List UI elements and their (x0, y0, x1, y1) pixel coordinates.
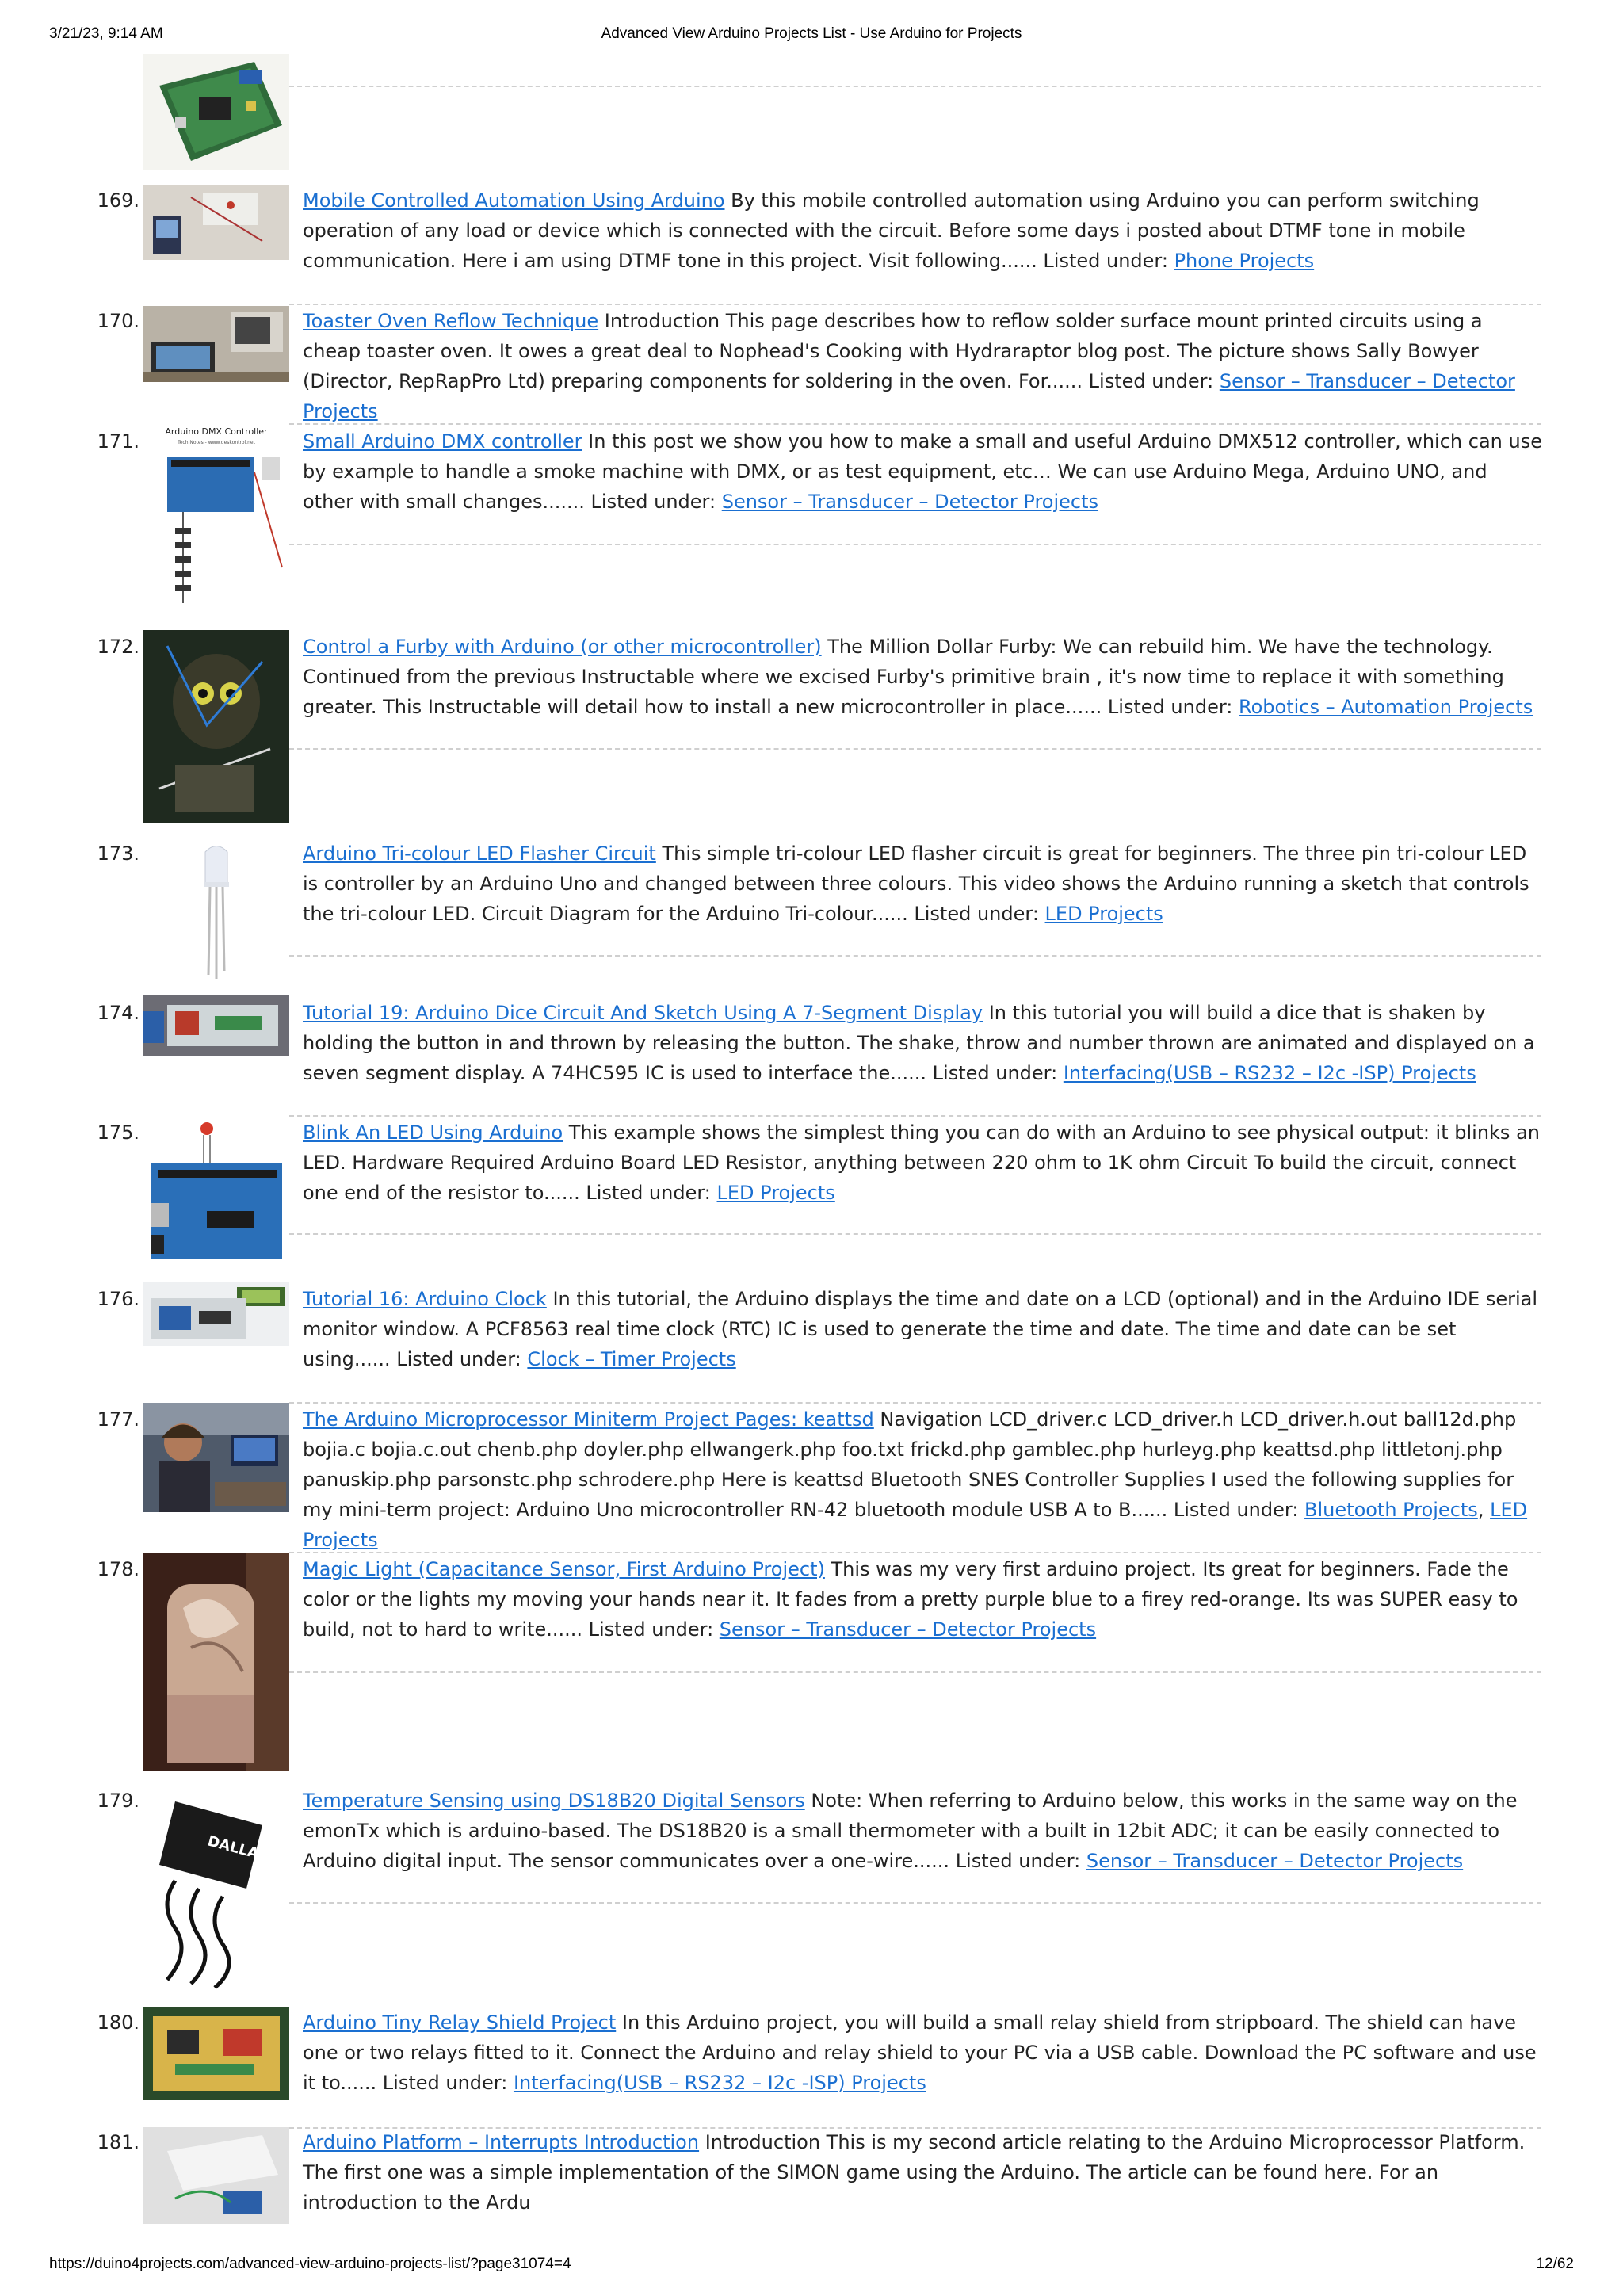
entry-text (303, 998, 1543, 1088)
project-description: This simple tri-colour LED flasher circuit is great for beginners. The three pin tri-colour LED is controller by an Arduino Uno and changed between three colours. This video shows the Arduino running a sketch that controls the tri-colour LED. Circuit Diagram for the Arduino Tri-colour...... Listed under: (303, 842, 1529, 925)
project-description: In this Arduino project, you will build a small relay shield from stripboard. The shield can have one or two relays fitted to it. Connect the Arduino and relay shield to your PC via a USB cable. Download the PC software and use it to...... Listed under: (303, 2011, 1537, 2094)
project-title-link[interactable]: Arduino Platform – Interrupts Introduction (303, 2131, 700, 2153)
project-description: Introduction This is my second article relating to the Arduino Microprocessor Platform. The first one was a simple implementation of the SIMON game using the Arduino. The article can be found here. For an introduction to the Ardu (303, 2131, 1526, 2214)
print-header (0, 25, 1623, 49)
entry-text (303, 306, 1543, 426)
project-description: In this tutorial, the Arduino displays the time and date on a LCD (optional) and in the Arduino IDE serial monitor window. A PCF8563 real time clock (RTC) IC is used to generate the time and date. The time and date can be set using...... Listed under: (303, 1288, 1537, 1370)
project-title-link[interactable]: Small Arduino DMX controller (303, 430, 582, 453)
category-link[interactable]: Interfacing(USB – RS232 – I2c -ISP) Projects (513, 2072, 926, 2094)
project-title-link[interactable]: The Arduino Microprocessor Miniterm Project Pages: keattsd (303, 1408, 874, 1431)
entry-number: 170. (97, 310, 139, 332)
project-title-link[interactable]: Arduino Tiny Relay Shield Project (303, 2011, 617, 2034)
entry-text (303, 1117, 1543, 1208)
separator (289, 423, 1541, 425)
thumbnail-interrupts-board (143, 2127, 289, 2224)
entry-text (303, 1554, 1543, 1645)
category-link[interactable]: Phone Projects (1174, 250, 1315, 272)
thumbnail-toaster-oven (143, 306, 289, 382)
project-title-link[interactable]: Blink An LED Using Arduino (303, 1121, 563, 1144)
print-footer (0, 2256, 1623, 2279)
thumbnail-clock-circuit (143, 1282, 289, 1346)
category-link[interactable]: Clock – Timer Projects (527, 1348, 736, 1370)
thumbnail-breadboard (143, 185, 289, 260)
entry-text (303, 2008, 1543, 2098)
thumbnail-blink-led (143, 1116, 289, 1265)
separator (289, 1671, 1541, 1673)
category-link[interactable]: Sensor – Transducer – Detector Projects (1086, 1850, 1464, 1872)
project-description: Navigation LCD_driver.c LCD_driver.h LCD_driver.h.out ball12d.php bojia.c bojia.c.out chenb.php doyler.php ellwangerk.php foo.txt frickd.php gamblec.php hurleyg.php keattsd.php littletonj.php panuskip.php parsonstc.php schrodere.php Here is keattsd Bluetooth SNES Controller Supplies I used the following supplies for my mini-term project: Arduino Uno microcontroller RN-42 bluetooth module USB A to B...... Listed under: (303, 1408, 1517, 1521)
project-description: Introduction This page describes how to reflow solder surface mount printed circuits using a cheap toaster oven. It owes a great deal to Nophead's Cooking with Hydraraptor blog post. The picture shows Sally Bowyer (Director, RepRapPro Ltd) preparing components for soldering in the oven. For...... Listed under: (303, 310, 1483, 392)
category-link[interactable]: Bluetooth Projects (1304, 1499, 1478, 1521)
print-url: https://duino4projects.com/advanced-view-arduino-projects-list/?page31074=4 (49, 2256, 571, 2272)
entry-number: 177. (97, 1408, 139, 1431)
project-title-link[interactable]: Toaster Oven Reflow Technique (303, 310, 599, 332)
entry-number: 181. (97, 2131, 139, 2153)
project-description: This was my very first arduino project. Its great for beginners. Fade the color or the lights my moving your hands near it. It fades from a pretty purple blue to a firey red-orange. Its was SUPER easy to build, not to hard to write...... Listed under: (303, 1558, 1518, 1641)
entry-number: 175. (97, 1121, 139, 1144)
page-number: 12/62 (1536, 2256, 1574, 2272)
project-title-link[interactable]: Tutorial 19: Arduino Dice Circuit And Sketch Using A 7-Segment Display (303, 1002, 983, 1024)
category-link[interactable]: Sensor – Transducer – Detector Projects (303, 370, 1515, 422)
entry-number: 176. (97, 1288, 139, 1310)
thumbnail-student-lab (143, 1403, 289, 1512)
separator (289, 304, 1541, 305)
separator (289, 1902, 1541, 1904)
dmx-title-text: Arduino DMX Controller (165, 426, 268, 437)
thumbnail-tricolour-led (143, 836, 289, 983)
entry-number: 169. (97, 189, 139, 212)
project-title-link[interactable]: Temperature Sensing using DS18B20 Digital Sensors (303, 1790, 805, 1812)
entry-text (303, 185, 1543, 276)
entry-text (303, 1284, 1543, 1374)
entry-text (303, 632, 1543, 722)
print-page-title: Advanced View Arduino Projects List - Use Arduino for Projects (601, 25, 1022, 42)
category-link[interactable]: Sensor – Transducer – Detector Projects (719, 1618, 1097, 1641)
separator (289, 1233, 1541, 1235)
project-title-link[interactable]: Arduino Tri-colour LED Flasher Circuit (303, 842, 656, 865)
category-link[interactable]: LED Projects (1044, 903, 1163, 925)
category-link[interactable]: LED Projects (716, 1182, 835, 1204)
category-link[interactable]: Interfacing(USB – RS232 – I2c -ISP) Projects (1063, 1062, 1476, 1084)
separator (289, 1402, 1541, 1404)
category-link[interactable]: Robotics – Automation Projects (1239, 696, 1533, 718)
project-description: This example shows the simplest thing you can do with an Arduino to see physical output: it blinks an LED. Hardware Required Arduino Board LED Resistor, anything between 220 ohm to 1K ohm Circuit To build the circuit, connect one end of the resistor to...... Listed under: (303, 1121, 1540, 1204)
separator (289, 748, 1541, 750)
category-link[interactable]: LED Projects (303, 1499, 1528, 1551)
thumbnail-circuit-board (143, 54, 289, 170)
entry-number: 174. (97, 1002, 139, 1024)
project-title-link[interactable]: Magic Light (Capacitance Sensor, First Arduino Project) (303, 1558, 825, 1580)
separator (289, 86, 1541, 87)
entry-text (303, 426, 1543, 517)
thumbnail-dice-circuit (143, 995, 289, 1056)
entry-number: 173. (97, 842, 139, 865)
entry-text (303, 839, 1543, 929)
entry-number: 180. (97, 2011, 139, 2034)
entry-text (303, 2127, 1543, 2218)
thumbnail-magic-light (143, 1553, 289, 1771)
separator (289, 955, 1541, 957)
print-datetime: 3/21/23, 9:14 AM (49, 25, 163, 42)
thumbnail-dmx-diagram (143, 425, 289, 610)
project-description: The Million Dollar Furby: We can rebuild him. We have the technology. Continued from the previous Instructable where we excised Furby's primitive brain , it's now time to replace it with something greater. This Instructable will detail how to install a new microcontroller in place...... Listed under: (303, 636, 1504, 718)
dmx-subtitle-text: Tech Notes - www.deskontrol.net (178, 440, 255, 445)
entry-text: The Arduino Microprocessor Miniterm Project Pages: keattsd Navigation LCD_driver.c LCD_driver.h LCD_driver.h.out ball12d.php bojia.c bojia.c.out chenb.php doyler.php ellwangerk.php foo.txt frickd.php gamblec.php hurleyg.php keattsd.php littletonj.php panuskip.php parsonstc.php schrodere.php Here is keattsd Bluetooth SNES Controller Supplies I used the following supplies for my mini-term project: Arduino Uno microcontroller RN-42 bluetooth module USB A to B...... Listed under: Bluetooth Projects, LED Projects (303, 1408, 1528, 1551)
entry-number: 172. (97, 636, 139, 658)
thumbnail-relay-shield (143, 2007, 289, 2100)
project-title-link[interactable]: Mobile Controlled Automation Using Arduino (303, 189, 725, 212)
separator (289, 1115, 1541, 1117)
project-title-link[interactable]: Tutorial 16: Arduino Clock (303, 1288, 547, 1310)
project-description: By this mobile controlled automation using Arduino you can perform switching operation of any load or device which is connected with the circuit. Before some days i posted about DTMF tone in mobile communication. Here i am using DTMF tone in this project. Visit following...... Listed under: (303, 189, 1480, 272)
sensor-brand-text: DALLAS (205, 1832, 271, 1866)
entry-text (303, 1786, 1543, 1876)
entry-number: 171. (97, 430, 139, 453)
project-description: In this post we show you how to make a small and useful Arduino DMX512 controller, which can use by example to handle a smoke machine with DMX, or as test equipment, etc… We can use Arduino Mega, Arduino UNO, and other with small changes....... Listed under: (303, 430, 1542, 513)
thumbnail-ds18b20-sensor (143, 1786, 289, 1989)
separator (289, 544, 1541, 545)
separator (289, 1552, 1541, 1553)
entry-number: 178. (97, 1558, 139, 1580)
project-description: In this tutorial you will build a dice that is shaken by holding the button in and thrown by releasing the button. The shake, throw and number thrown are animated and displayed on a seven segment display. A 74HC595 IC is used to interface the...... Listed under: (303, 1002, 1535, 1084)
project-title-link[interactable]: Control a Furby with Arduino (or other microcontroller) (303, 636, 822, 658)
thumbnail-furby (143, 630, 289, 823)
category-link[interactable]: Sensor – Transducer – Detector Projects (721, 491, 1099, 513)
entry-number: 179. (97, 1790, 139, 1812)
project-description: Note: When referring to Arduino below, this works in the same way on the emonTx which is arduino-based. The DS18B20 is a small thermometer with a built in 12bit ADC; it can be easily connected to Arduino digital input. The sensor communicates over a one-wire...... Listed under: (303, 1790, 1518, 1872)
